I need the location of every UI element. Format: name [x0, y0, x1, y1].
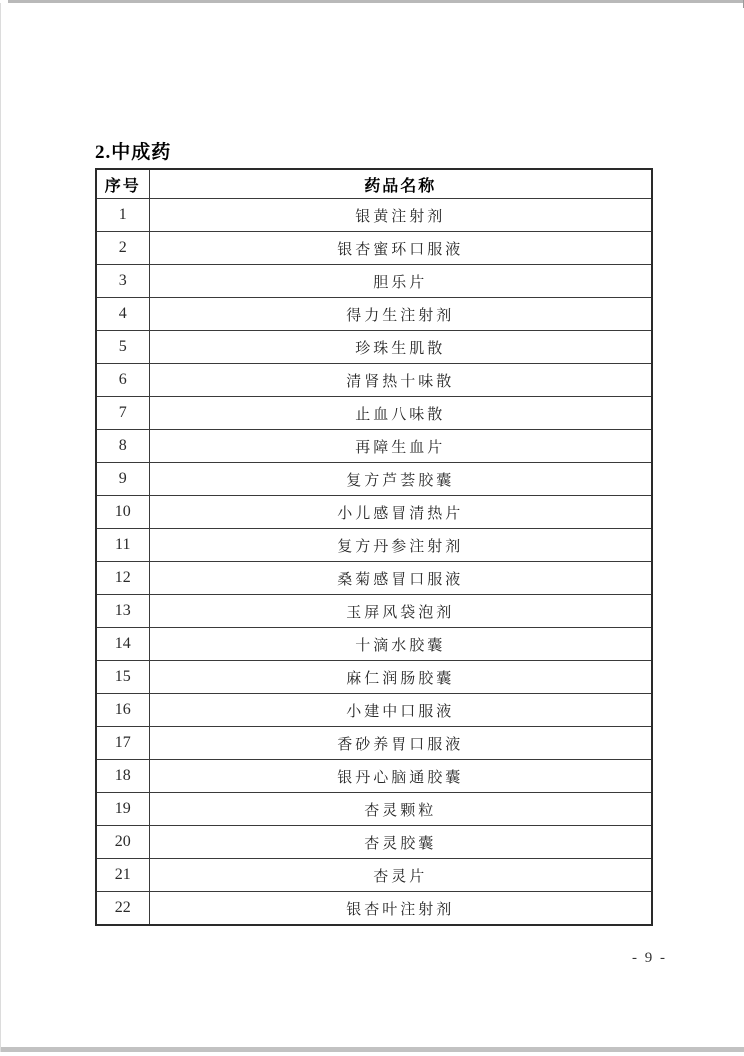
table-row	[96, 595, 652, 628]
table-row	[96, 760, 652, 793]
table-header-row	[96, 169, 652, 199]
row-serial-cell: 8	[96, 430, 149, 463]
table-row	[96, 232, 652, 265]
table-row	[96, 496, 652, 529]
drug-name-cell: 麻仁润肠胶囊	[149, 661, 652, 694]
scan-edge-top	[8, 0, 744, 3]
row-serial-cell: 10	[96, 496, 149, 529]
row-serial-cell: 13	[96, 595, 149, 628]
row-serial-cell: 6	[96, 364, 149, 397]
section-title: 2.中成药	[95, 142, 172, 163]
drug-name-cell: 止血八味散	[149, 397, 652, 430]
row-serial-cell: 5	[96, 331, 149, 364]
column-header-serial: 序号	[96, 169, 149, 199]
table-row	[96, 430, 652, 463]
row-serial-cell: 2	[96, 232, 149, 265]
table-row	[96, 661, 652, 694]
drug-name-cell: 十滴水胶囊	[149, 628, 652, 661]
row-serial-cell: 20	[96, 826, 149, 859]
row-serial-cell: 22	[96, 892, 149, 926]
column-header-drug-name: 药品名称	[149, 169, 652, 199]
drug-name-cell: 复方芦荟胶囊	[149, 463, 652, 496]
table-row	[96, 727, 652, 760]
drug-name-cell: 杏灵片	[149, 859, 652, 892]
drug-name-cell: 杏灵颗粒	[149, 793, 652, 826]
table-row	[96, 265, 652, 298]
row-serial-cell: 9	[96, 463, 149, 496]
row-serial-cell: 12	[96, 562, 149, 595]
row-serial-cell: 7	[96, 397, 149, 430]
drug-name-cell: 复方丹参注射剂	[149, 529, 652, 562]
drug-name-cell: 银杏蜜环口服液	[149, 232, 652, 265]
table-row	[96, 826, 652, 859]
table-row	[96, 463, 652, 496]
drug-name-cell: 桑菊感冒口服液	[149, 562, 652, 595]
drug-name-cell: 银黄注射剂	[149, 199, 652, 232]
drug-name-cell: 杏灵胶囊	[149, 826, 652, 859]
table-row	[96, 793, 652, 826]
drug-name-cell: 玉屏风袋泡剂	[149, 595, 652, 628]
scan-edge-left	[0, 3, 1, 1052]
scan-edge-bottom	[0, 1047, 744, 1052]
table-row	[96, 859, 652, 892]
row-serial-cell: 14	[96, 628, 149, 661]
row-serial-cell: 21	[96, 859, 149, 892]
drug-name-cell: 胆乐片	[149, 265, 652, 298]
drug-name-cell: 清肾热十味散	[149, 364, 652, 397]
row-serial-cell: 1	[96, 199, 149, 232]
page-number: - 9 -	[632, 950, 667, 966]
drug-name-cell: 珍珠生肌散	[149, 331, 652, 364]
table-row	[96, 397, 652, 430]
row-serial-cell: 4	[96, 298, 149, 331]
row-serial-cell: 19	[96, 793, 149, 826]
table-row	[96, 892, 652, 926]
row-serial-cell: 3	[96, 265, 149, 298]
drug-name-cell: 小儿感冒清热片	[149, 496, 652, 529]
drug-name-cell: 香砂养胃口服液	[149, 727, 652, 760]
table-row	[96, 694, 652, 727]
table-row	[96, 364, 652, 397]
drug-name-cell: 银丹心脑通胶囊	[149, 760, 652, 793]
row-serial-cell: 15	[96, 661, 149, 694]
medicine-table	[95, 168, 653, 926]
drug-name-cell: 再障生血片	[149, 430, 652, 463]
drug-name-cell: 小建中口服液	[149, 694, 652, 727]
row-serial-cell: 18	[96, 760, 149, 793]
drug-name-cell: 银杏叶注射剂	[149, 892, 652, 926]
table-row	[96, 628, 652, 661]
table-row	[96, 298, 652, 331]
row-serial-cell: 17	[96, 727, 149, 760]
drug-name-cell: 得力生注射剂	[149, 298, 652, 331]
row-serial-cell: 11	[96, 529, 149, 562]
table-row	[96, 529, 652, 562]
table-row	[96, 331, 652, 364]
row-serial-cell: 16	[96, 694, 149, 727]
table-row	[96, 562, 652, 595]
table-row	[96, 199, 652, 232]
